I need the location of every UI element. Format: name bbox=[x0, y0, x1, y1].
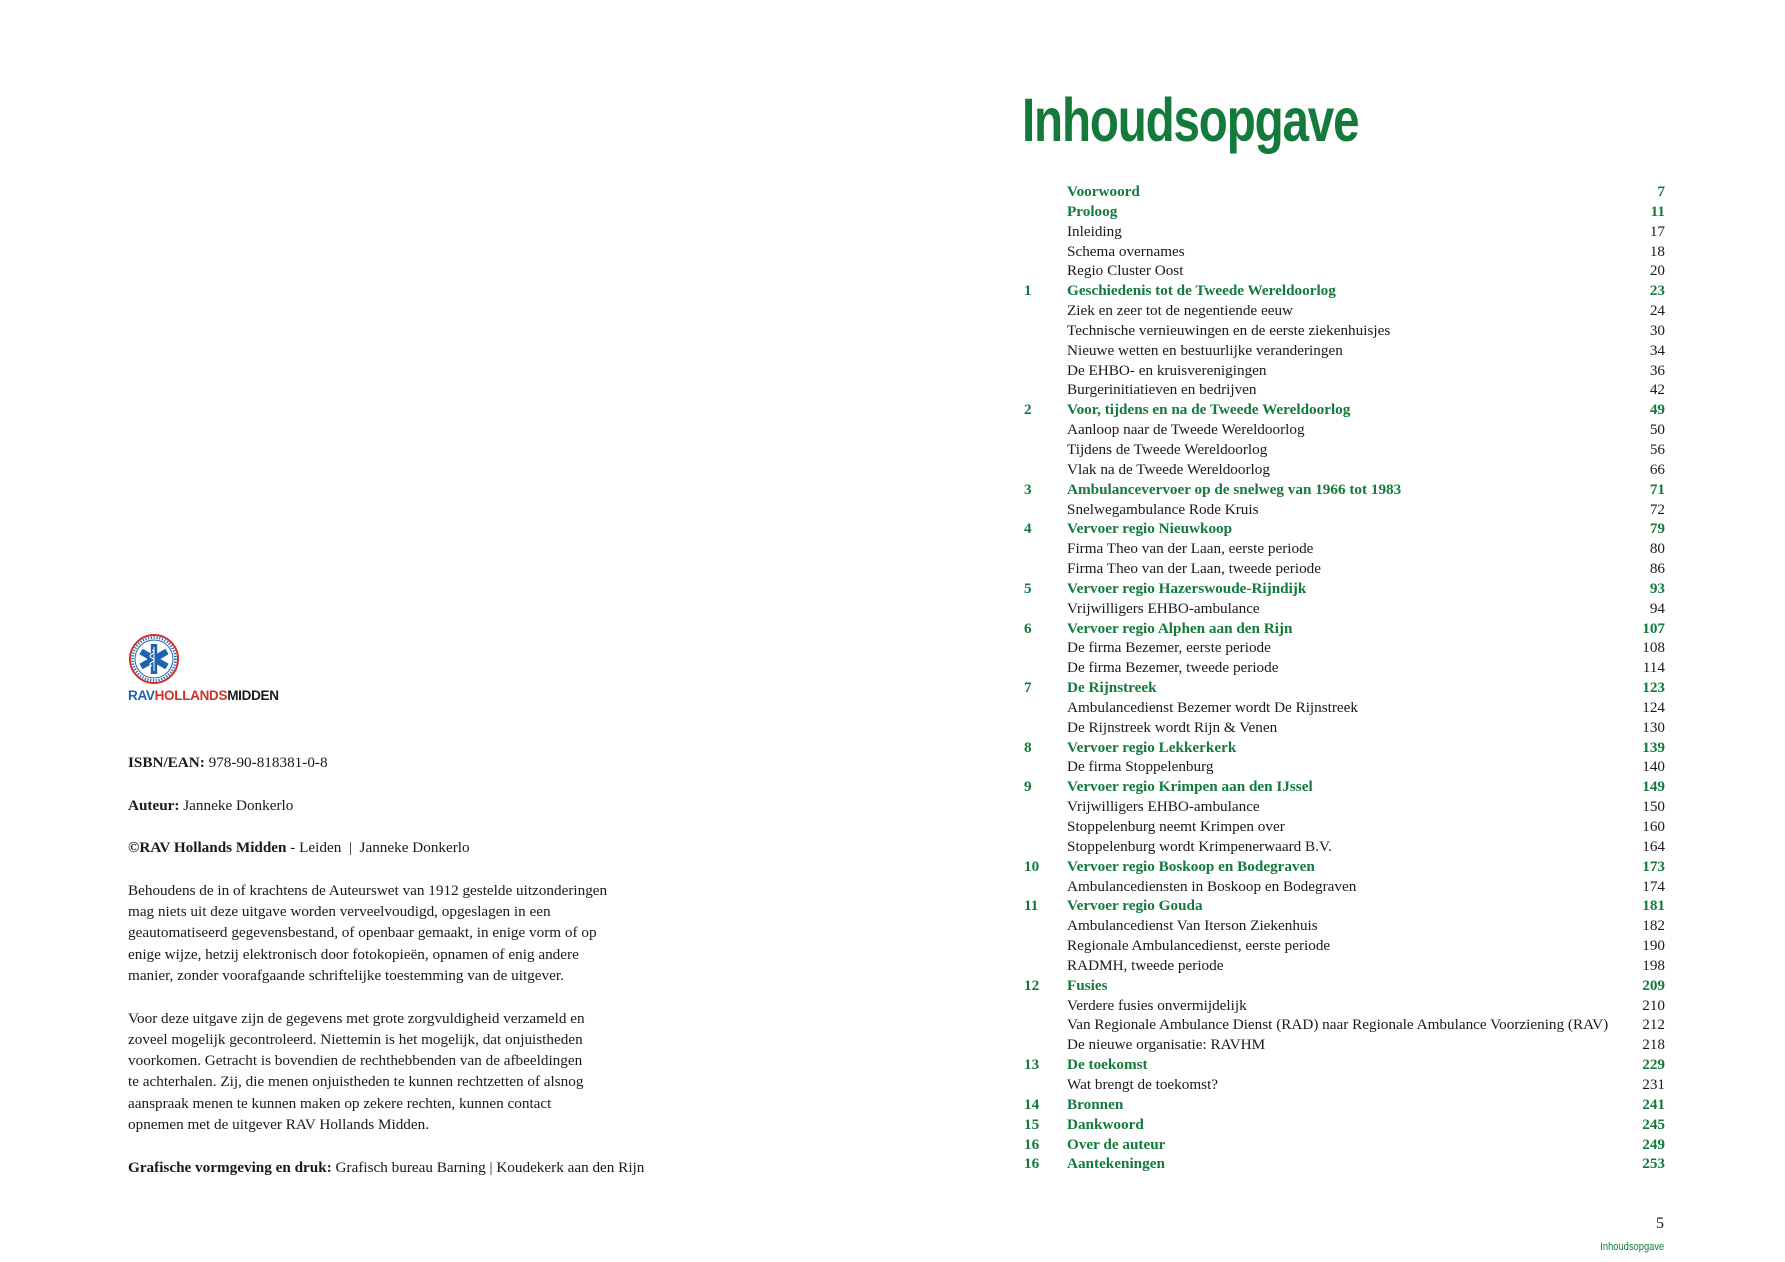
author-line bbox=[128, 795, 688, 816]
toc-entry-number: 10 bbox=[1024, 857, 1040, 875]
logo-wordmark bbox=[128, 688, 288, 703]
colophon bbox=[128, 752, 688, 1199]
toc-section-entry bbox=[1024, 599, 1665, 619]
star-of-life-icon bbox=[128, 633, 180, 685]
toc-entry-title: Vervoer regio Lekkerkerk bbox=[1067, 738, 1237, 756]
toc-section-entry bbox=[1024, 460, 1665, 480]
toc-chapter-entry bbox=[1024, 519, 1665, 539]
toc-chapter-entry bbox=[1024, 976, 1665, 996]
toc-entry-title: Vlak na de Tweede Wereldoorlog bbox=[1067, 460, 1270, 478]
toc-section-entry bbox=[1024, 936, 1665, 956]
toc-entry-page: 50 bbox=[1649, 421, 1665, 439]
toc-entry-page: 164 bbox=[1642, 837, 1665, 855]
toc-entry-title: Vrijwilligers EHBO-ambulance bbox=[1067, 599, 1260, 617]
isbn-line bbox=[128, 752, 688, 773]
toc-chapter-entry bbox=[1024, 1135, 1665, 1155]
rights-line: Behoudens de in of krachtens de Auteurswet van 1912 gestelde uitzonderingen bbox=[128, 881, 608, 899]
toc-chapter-entry bbox=[1024, 678, 1665, 698]
toc-entry-page: 66 bbox=[1649, 460, 1665, 478]
rights-line: enige wijze, hetzij elektronisch door fotokopieën, opnamen of enig andere bbox=[128, 945, 579, 963]
toc-entry-page: 36 bbox=[1649, 361, 1665, 379]
toc-entry-title: Regio Cluster Oost bbox=[1067, 262, 1184, 280]
toc-section-entry bbox=[1024, 321, 1665, 341]
toc-entry-title: Stoppelenburg wordt Krimpenerwaard B.V. bbox=[1067, 837, 1332, 855]
design-value: Grafisch bureau Barning | Koudekerk aan den Rijn bbox=[331, 1158, 645, 1176]
toc-entry-number: 15 bbox=[1024, 1115, 1040, 1133]
toc-entry-page: 124 bbox=[1642, 698, 1665, 716]
rav-hollands-midden-logo bbox=[128, 633, 288, 703]
toc-entry-page: 160 bbox=[1642, 818, 1665, 835]
toc-entry-page: 71 bbox=[1649, 480, 1665, 498]
copyright-line bbox=[128, 837, 688, 858]
toc-entry-title: Ambulancedienst Van Iterson Ziekenhuis bbox=[1067, 917, 1318, 935]
toc-entry-number: 9 bbox=[1024, 778, 1032, 796]
toc-entry-number: 4 bbox=[1024, 520, 1032, 538]
toc-entry-title: Vervoer regio Alphen aan den Rijn bbox=[1067, 619, 1293, 637]
toc-entry-page: 173 bbox=[1642, 857, 1665, 875]
toc-entry-number: 16 bbox=[1024, 1155, 1040, 1173]
toc-entry-number: 7 bbox=[1024, 679, 1032, 697]
design-line bbox=[128, 1157, 688, 1178]
toc-entry-page: 218 bbox=[1642, 1036, 1665, 1054]
toc-entry-page: 245 bbox=[1642, 1115, 1665, 1133]
toc-entry-title: Vervoer regio Gouda bbox=[1067, 897, 1203, 915]
toc-section-entry bbox=[1024, 658, 1665, 678]
toc-entry-title: Vervoer regio Hazerswoude-Rijndijk bbox=[1067, 579, 1307, 597]
toc-entry-page: 7 bbox=[1657, 183, 1665, 200]
toc-section-entry bbox=[1024, 797, 1665, 817]
toc-entry-number: 16 bbox=[1024, 1135, 1040, 1153]
page-title: Inhoudsopgave bbox=[1022, 86, 1359, 154]
toc-entry-page: 150 bbox=[1642, 798, 1665, 816]
toc-entry-title: Nieuwe wetten en bestuurlijke veranderingen bbox=[1067, 341, 1343, 359]
toc-section-entry bbox=[1024, 1015, 1665, 1035]
toc-section-entry bbox=[1024, 301, 1665, 321]
toc-entry-title: De firma Stoppelenburg bbox=[1067, 758, 1214, 776]
toc-chapter-entry bbox=[1024, 480, 1665, 500]
care-line: Voor deze uitgave zijn de gegevens met grote zorgvuldigheid verzameld en bbox=[128, 1009, 585, 1027]
toc-entry-page: 253 bbox=[1642, 1155, 1665, 1173]
toc-section-entry bbox=[1024, 222, 1665, 242]
toc-entry-page: 20 bbox=[1649, 262, 1665, 280]
toc-section-entry bbox=[1024, 718, 1665, 738]
design-label: Grafische vormgeving en druk: bbox=[128, 1158, 332, 1176]
toc-entry-title: Inleiding bbox=[1067, 222, 1122, 240]
toc-entry-page: 210 bbox=[1642, 996, 1665, 1014]
toc-chapter-entry bbox=[1024, 857, 1665, 877]
toc-chapter-entry bbox=[1024, 1154, 1665, 1174]
toc-section-entry bbox=[1024, 242, 1665, 262]
toc-section-entry bbox=[1024, 380, 1665, 400]
rights-line: manier, zonder voorafgaande schriftelijke toestemming van de uitgever. bbox=[128, 966, 564, 984]
toc-section-entry bbox=[1024, 877, 1665, 897]
toc-entry-number: 11 bbox=[1024, 897, 1039, 915]
toc-entry-title: Ambulancediensten in Boskoop en Bodegraven bbox=[1067, 877, 1357, 895]
toc-entry-title: Voorwoord bbox=[1067, 183, 1140, 200]
toc-entry-page: 72 bbox=[1649, 500, 1665, 518]
toc-entry-title: RADMH, tweede periode bbox=[1067, 956, 1224, 974]
toc-chapter-entry bbox=[1024, 182, 1665, 202]
care-line: zoveel mogelijk gecontroleerd. Niettemin is het mogelijk, dat onjuistheden bbox=[128, 1030, 583, 1048]
running-footer: Inhoudsopgave bbox=[1600, 1241, 1664, 1253]
toc-entry-page: 108 bbox=[1642, 639, 1665, 657]
toc-entry-title: Schema overnames bbox=[1067, 242, 1185, 260]
toc-section-entry bbox=[1024, 996, 1665, 1016]
care-line: voorkomen. Getracht is bovendien de rechthebbenden van de afbeeldingen bbox=[128, 1052, 583, 1070]
toc-entry-title: De toekomst bbox=[1067, 1056, 1148, 1074]
toc-entry-page: 11 bbox=[1650, 202, 1665, 220]
toc-entry-title: Voor, tijdens en na de Tweede Wereldoorlog bbox=[1067, 401, 1351, 419]
toc-entry-page: 198 bbox=[1642, 956, 1665, 974]
toc-entry-number: 1 bbox=[1024, 282, 1032, 300]
toc-entry-title: Vrijwilligers EHBO-ambulance bbox=[1067, 798, 1260, 816]
toc-entry-title: Burgerinitiatieven en bedrijven bbox=[1067, 381, 1257, 399]
toc-entry-page: 229 bbox=[1642, 1056, 1665, 1074]
isbn-label: ISBN/EAN: bbox=[128, 754, 205, 771]
logo-word-hollands: HOLLANDS bbox=[154, 688, 228, 703]
rights-line: mag niets uit deze uitgave worden verveelvoudigd, opgeslagen in een bbox=[128, 903, 551, 921]
toc-section-entry bbox=[1024, 500, 1665, 520]
toc-entry-number: 2 bbox=[1024, 401, 1032, 419]
toc-chapter-entry bbox=[1024, 1055, 1665, 1075]
toc-entry-number: 12 bbox=[1024, 976, 1040, 994]
toc-entry-title: De Rijnstreek wordt Rijn & Venen bbox=[1067, 718, 1278, 736]
author-value: Janneke Donkerlo bbox=[179, 796, 294, 814]
toc-entry-page: 49 bbox=[1649, 401, 1665, 419]
toc-entry-title: Ambulancedienst Bezemer wordt De Rijnstreek bbox=[1067, 698, 1359, 716]
toc-chapter-entry bbox=[1024, 777, 1665, 797]
toc-entry-page: 18 bbox=[1649, 242, 1665, 260]
toc-entry-page: 17 bbox=[1649, 222, 1665, 240]
toc-entry-page: 149 bbox=[1642, 778, 1665, 796]
toc-entry-page: 86 bbox=[1649, 560, 1665, 578]
toc-section-entry bbox=[1024, 420, 1665, 440]
care-line: te achterhalen. Zij, die menen onjuistheden te kunnen rechtzetten of alsnog bbox=[128, 1073, 584, 1091]
toc-entry-page: 23 bbox=[1649, 282, 1665, 300]
toc-entry-title: De EHBO- en kruisverenigingen bbox=[1067, 361, 1267, 379]
care-paragraph bbox=[128, 1008, 688, 1136]
toc-entry-page: 181 bbox=[1642, 897, 1665, 915]
copyright-rest: - Leiden | Janneke Donkerlo bbox=[286, 839, 470, 857]
care-line: aanspraak menen te kunnen maken op zekere rechten, kunnen contact bbox=[128, 1094, 552, 1112]
toc-entry-title: Technische vernieuwingen en de eerste ziekenhuisjes bbox=[1067, 321, 1391, 339]
toc-section-entry bbox=[1024, 916, 1665, 936]
toc-entry-title: Fusies bbox=[1067, 976, 1108, 994]
toc-section-entry bbox=[1024, 261, 1665, 281]
toc-entry-title: Aantekeningen bbox=[1067, 1155, 1165, 1173]
toc-entry-number: 14 bbox=[1024, 1095, 1040, 1113]
toc-entry-page: 24 bbox=[1649, 302, 1665, 320]
table-of-contents bbox=[1024, 182, 1665, 1174]
toc-entry-page: 79 bbox=[1649, 520, 1665, 538]
toc-section-entry bbox=[1024, 698, 1665, 718]
toc-entry-title: Vervoer regio Krimpen aan den IJssel bbox=[1067, 778, 1313, 796]
toc-entry-page: 182 bbox=[1642, 917, 1665, 935]
toc-entry-title: De firma Bezemer, eerste periode bbox=[1067, 639, 1271, 657]
toc-entry-page: 94 bbox=[1649, 599, 1665, 617]
toc-entry-title: De nieuwe organisatie: RAVHM bbox=[1067, 1036, 1266, 1054]
toc-section-entry bbox=[1024, 559, 1665, 579]
toc-entry-number: 3 bbox=[1024, 480, 1032, 498]
toc-entry-title: Ambulancevervoer op de snelweg van 1966 tot 1983 bbox=[1067, 480, 1402, 498]
toc-entry-page: 123 bbox=[1642, 679, 1665, 697]
toc-chapter-entry bbox=[1024, 1095, 1665, 1115]
toc-entry-page: 56 bbox=[1649, 440, 1665, 458]
toc-section-entry bbox=[1024, 361, 1665, 381]
toc-entry-title: Vervoer regio Boskoop en Bodegraven bbox=[1067, 857, 1315, 875]
toc-entry-number: 5 bbox=[1024, 579, 1032, 597]
author-label: Auteur: bbox=[128, 796, 180, 814]
toc-section-entry bbox=[1024, 1075, 1665, 1095]
toc-entry-page: 241 bbox=[1642, 1095, 1665, 1113]
toc-chapter-entry bbox=[1024, 1115, 1665, 1135]
toc-entry-title: Firma Theo van der Laan, tweede periode bbox=[1067, 560, 1322, 578]
toc-entry-page: 231 bbox=[1642, 1075, 1665, 1093]
toc-entry-title: Over de auteur bbox=[1067, 1135, 1166, 1153]
toc-section-entry bbox=[1024, 440, 1665, 460]
toc-entry-title: Tijdens de Tweede Wereldoorlog bbox=[1067, 440, 1268, 458]
isbn-value: 978-90-818381-0-8 bbox=[204, 754, 328, 771]
toc-chapter-entry bbox=[1024, 400, 1665, 420]
toc-entry-title: Verdere fusies onvermijdelijk bbox=[1067, 996, 1247, 1014]
toc-entry-title: Firma Theo van der Laan, eerste periode bbox=[1067, 540, 1314, 558]
toc-entry-title: Aanloop naar de Tweede Wereldoorlog bbox=[1067, 421, 1305, 439]
toc-entry-title: Van Regionale Ambulance Dienst (RAD) naar Regionale Ambulance Voorziening (RAV) bbox=[1067, 1016, 1609, 1034]
toc-entry-page: 42 bbox=[1649, 381, 1665, 399]
toc-entry-number: 13 bbox=[1024, 1056, 1040, 1074]
toc-section-entry bbox=[1024, 1035, 1665, 1055]
copyright-holder: ©RAV Hollands Midden bbox=[128, 839, 287, 857]
toc-section-entry bbox=[1024, 837, 1665, 857]
toc-entry-number: 6 bbox=[1024, 619, 1032, 637]
toc-section-entry bbox=[1024, 817, 1665, 837]
toc-chapter-entry bbox=[1024, 738, 1665, 758]
toc-entry-title: Dankwoord bbox=[1067, 1115, 1144, 1133]
page-number: 5 bbox=[1656, 1215, 1664, 1232]
toc-section-entry bbox=[1024, 757, 1665, 777]
toc-chapter-entry bbox=[1024, 579, 1665, 599]
toc-entry-page: 114 bbox=[1642, 659, 1665, 677]
toc-section-entry bbox=[1024, 539, 1665, 559]
toc-entry-page: 190 bbox=[1642, 937, 1665, 955]
toc-entry-title: De Rijnstreek bbox=[1067, 679, 1157, 697]
toc-entry-page: 130 bbox=[1642, 718, 1665, 736]
toc-entry-page: 139 bbox=[1642, 738, 1665, 756]
toc-chapter-entry bbox=[1024, 202, 1665, 222]
logo-word-rav: RAV bbox=[128, 688, 155, 703]
toc-entry-page: 80 bbox=[1649, 540, 1665, 558]
toc-entry-title: Bronnen bbox=[1067, 1095, 1124, 1113]
toc-entry-number: 8 bbox=[1024, 738, 1032, 756]
toc-entry-title: Ziek en zeer tot de negentiende eeuw bbox=[1067, 302, 1294, 320]
toc-entry-title: Wat brengt de toekomst? bbox=[1067, 1075, 1219, 1093]
toc-chapter-entry bbox=[1024, 619, 1665, 639]
toc-entry-title: Geschiedenis tot de Tweede Wereldoorlog bbox=[1067, 282, 1336, 300]
care-line: opnemen met de uitgever RAV Hollands Midden. bbox=[128, 1116, 430, 1134]
rights-line: geautomatiseerd gegevensbestand, of openbaar gemaakt, in enige vorm of op bbox=[128, 924, 597, 942]
toc-entry-title: Snelwegambulance Rode Kruis bbox=[1067, 500, 1259, 518]
toc-entry-page: 249 bbox=[1642, 1135, 1665, 1153]
toc-section-entry bbox=[1024, 638, 1665, 658]
toc-section-entry bbox=[1024, 956, 1665, 976]
toc-entry-page: 93 bbox=[1649, 579, 1665, 597]
toc-entry-page: 30 bbox=[1649, 321, 1665, 339]
toc-entry-title: Stoppelenburg neemt Krimpen over bbox=[1067, 818, 1285, 835]
toc-entry-page: 212 bbox=[1642, 1016, 1665, 1034]
toc-entry-title: Proloog bbox=[1067, 202, 1118, 220]
toc-chapter-entry bbox=[1024, 896, 1665, 916]
toc-entry-title: De firma Bezemer, tweede periode bbox=[1067, 659, 1279, 677]
toc-entry-title: Regionale Ambulancedienst, eerste periode bbox=[1067, 937, 1331, 955]
logo-word-midden: MIDDEN bbox=[227, 688, 279, 703]
toc-entry-page: 107 bbox=[1642, 619, 1665, 637]
toc-entry-title: Vervoer regio Nieuwkoop bbox=[1067, 520, 1233, 538]
toc-chapter-entry bbox=[1024, 281, 1665, 301]
rights-paragraph bbox=[128, 880, 688, 986]
toc-entry-page: 34 bbox=[1649, 341, 1665, 359]
toc-entry-page: 174 bbox=[1642, 877, 1665, 895]
toc-entry-page: 140 bbox=[1642, 758, 1665, 776]
toc-section-entry bbox=[1024, 341, 1665, 361]
toc-entry-page: 209 bbox=[1642, 976, 1665, 994]
